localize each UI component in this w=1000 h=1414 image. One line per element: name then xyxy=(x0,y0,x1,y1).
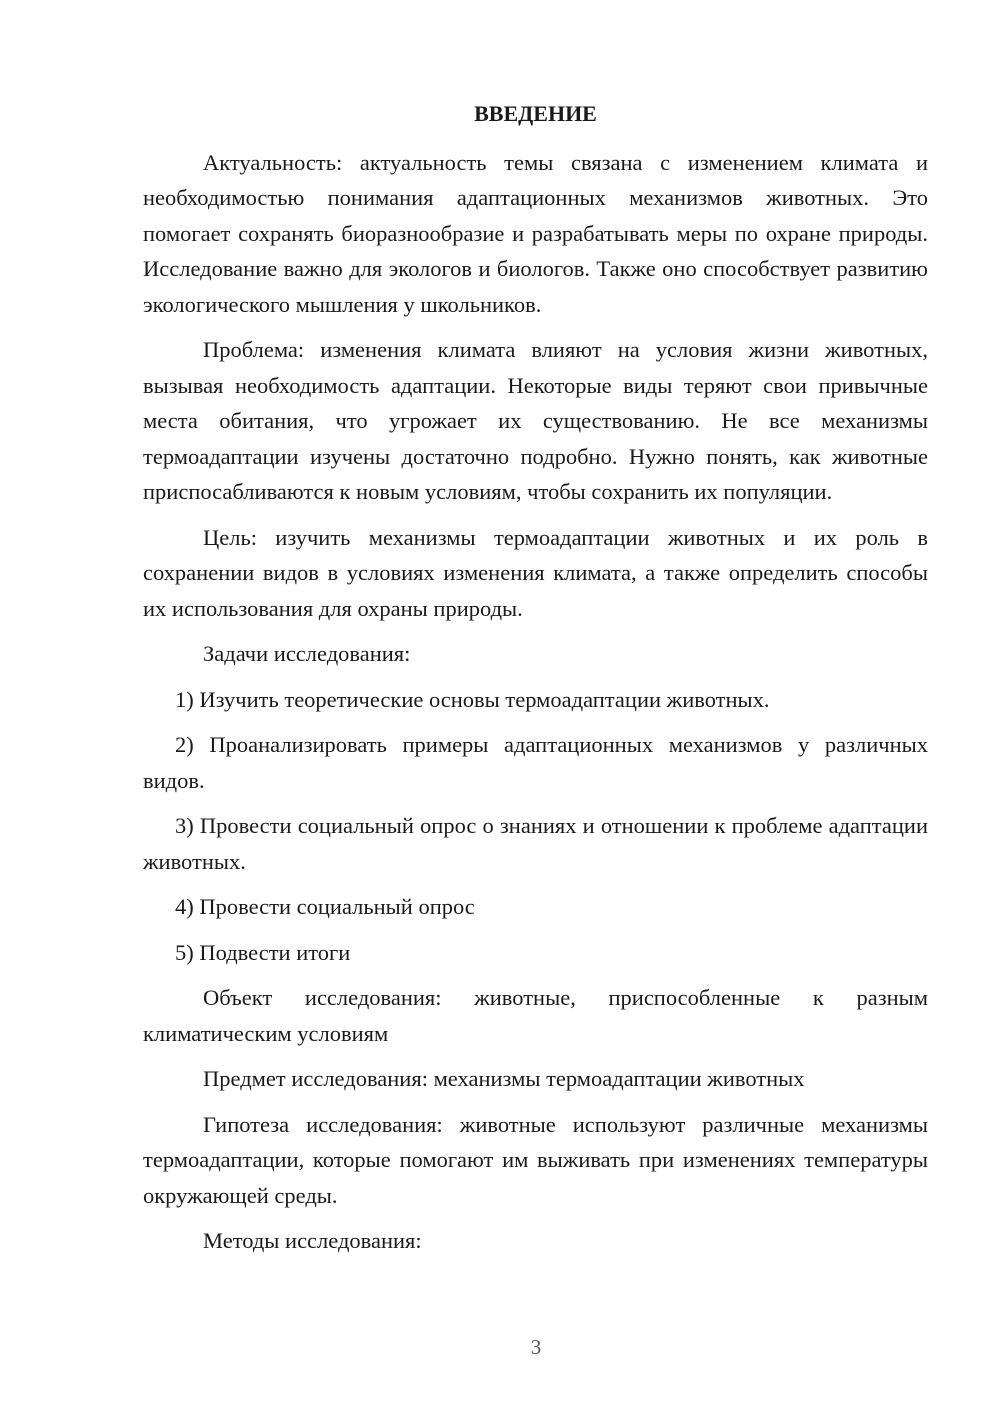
section-title: ВВЕДЕНИЕ xyxy=(474,101,597,126)
page-content xyxy=(143,96,928,1269)
goal-paragraph: Цель: изучить механизмы термоадаптации животных и их роль в сохранении видов в условиях изменения климата, а также определить способы их использования для охраны природы. xyxy=(143,524,928,621)
page-number: 3 xyxy=(530,1335,542,1359)
task-item-1: 1) Изучить теоретические основы термоадаптации животных. xyxy=(175,686,770,712)
tasks-heading: Задачи исследования: xyxy=(203,641,411,666)
task-item-5: 5) Подвести итоги xyxy=(175,939,351,965)
task-item-2: 2) Проанализировать примеры адаптационных механизмов у различных видов. xyxy=(143,732,928,793)
task-item-3: 3) Провести социальный опрос о знаниях и отношении к проблеме адаптации животных. xyxy=(143,813,928,874)
subject-paragraph: Предмет исследования: механизмы термоадаптации животных xyxy=(203,1066,805,1091)
relevance-paragraph: Актуальность: актуальность темы связана с изменением климата и необходимостью понимания адаптационных механизмов животных. Это помогает сохранять биоразнообразие и разрабатывать меры по охране природы. Исследование важно для экологов и биологов. Также оно способствует развитию экологического мышления у школьников. xyxy=(143,149,928,317)
problem-paragraph: Проблема: изменения климата влияют на условия жизни животных, вызывая необходимость адаптации. Некоторые виды теряют свои привычные места обитания, что угрожает их существованию. Не все механизмы термоадаптации изучены достаточно подробно. Нужно понять, как животные приспосабливаются к новым условиям, чтобы сохранить их популяции. xyxy=(143,337,928,504)
hypothesis-paragraph: Гипотеза исследования: животные используют различные механизмы термоадаптации, которые помогают им выживать при изменениях температуры окружающей среды. xyxy=(143,1111,928,1208)
object-paragraph: Объект исследования: животные, приспособленные к разным климатическим условиям xyxy=(143,985,928,1046)
task-item-4: 4) Провести социальный опрос xyxy=(175,894,475,919)
methods-heading: Методы исследования: xyxy=(203,1228,422,1253)
